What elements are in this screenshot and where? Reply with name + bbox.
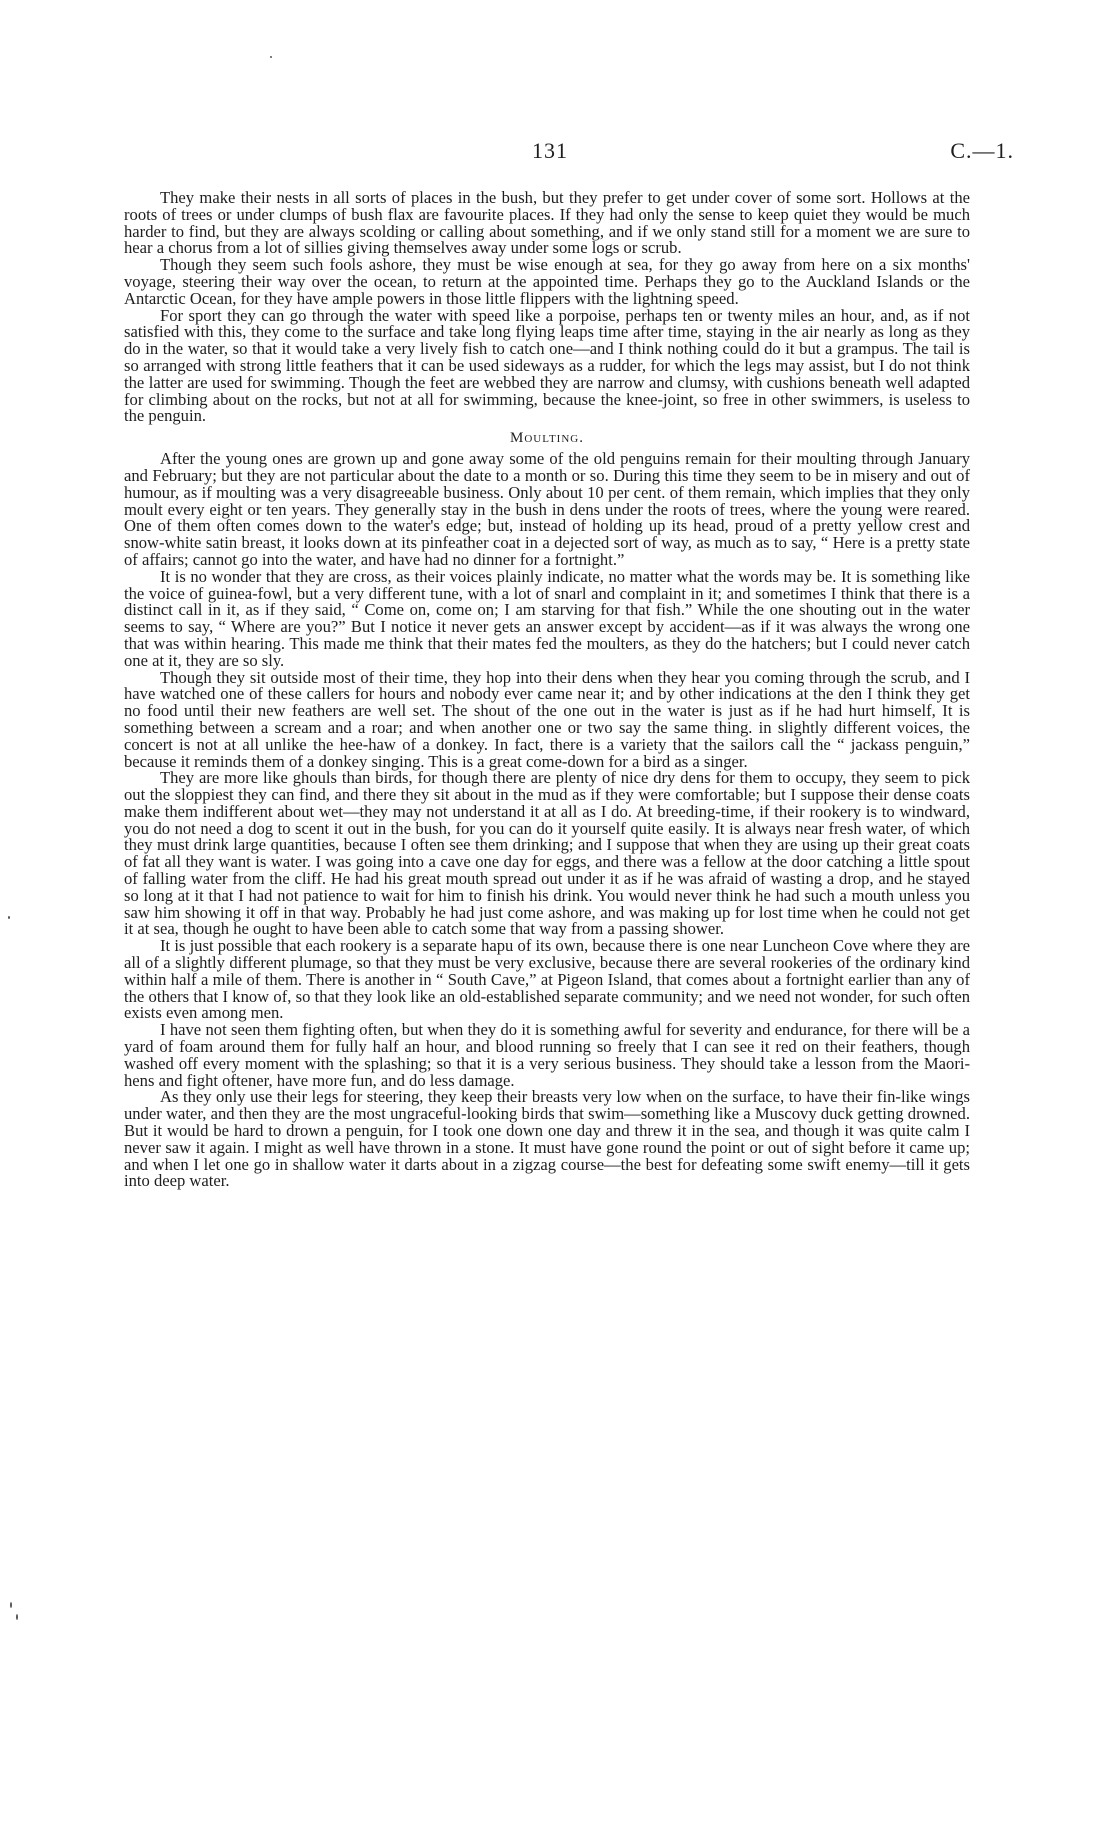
article-body (124, 190, 970, 1190)
paragraph: They make their nests in all sorts of places in the bush, but they prefer to get under cover of some sort. Hollows at the roots of trees or under clumps of bush flax are favourite places. If they had only the sense to keep quiet they would be much harder to find, but they are always scolding or calling about something, and if we only stand still for a moment we are sure to hear a chorus from a lot of sillies giving themselves away under some logs or scrub. (124, 188, 970, 258)
paragraph: It is just possible that each rookery is a separate hapu of its own, because there is one near Luncheon Cove where they are all of a slightly different plumage, so that they must be very exclusive, because there are several rookeries of the ordinary kind within half a mile of them. There is another in “ South Cave,” at Pigeon Island, that comes about a fortnight earlier than any of the others that I know of, so that they look like an old-established separate community; and we need not wonder, for such often exists even among men. (124, 936, 970, 1023)
scan-speck (16, 1614, 18, 1620)
paragraph: After the young ones are grown up and gone away some of the old penguins remain for their moulting through January and February; but they are not particular about the date to a month or so. During this time they seem to be in misery and out of humour, as if moulting was a very disagreeable business. Only about 10 per cent. of them remain, which implies that they only moult every eight or ten years. They generally stay in the bush in dens under the roots of trees, where the young were reared. One of them often comes down to the water's edge; but, instead of holding up its head, proud of a pretty yellow crest and snow-white satin breast, it looks down at its pinfeather coat in a dejected sort of way, as much as to say, “ Here is a pretty state of affairs; cannot go into the water, and have had no dinner for a fortnight.” (124, 449, 970, 569)
document-reference: C.—1. (950, 138, 1014, 163)
paragraph: For sport they can go through the water with speed like a porpoise, perhaps ten or twenty miles an hour, and, as if not satisfied with this, they come to the surface and take long flying leaps time after time, staying in the air nearly as long as they do in the water, so that it would take a very lively fish to catch one—and I think nothing could do it but a grampus. The tail is so arranged with strong little feathers that it can be used sideways as a rudder, for which the legs may assist, but I do not think the latter are used for swimming. Though the feet are webbed they are narrow and clumsy, with cushions beneath well adapted for climbing about on the rocks, but not at all for swimming, because the knee-joint, so free in other swimmers, is useless to the penguin. (124, 305, 970, 426)
paragraph: As they only use their legs for steering, they keep their breasts very low when on the surface, to have their fin-like wings under water, and then they are the most ungraceful-looking birds that swim—something like a Muscovy duck getting drowned. But it would be hard to drown a penguin, for I took one down one day and threw it in the sea, and though it was quite calm I never saw it again. I might as well have thrown in a stone. It must have gone round the point or out of sight before it came up; and when I let one go in shallow water it darts about in a zigzag course—the best for defeating some swift enemy—till it gets into deep water. (124, 1087, 970, 1191)
scan-speck (8, 916, 10, 919)
paragraph: Though they seem such fools ashore, they must be wise enough at sea, for they go away from here on a six months' voyage, steering their way over the ocean, to return at the appointed time. Perhaps they go to the Auckland Islands or the Antarctic Ocean, for they have ample powers in those little flippers with the lightning speed. (124, 255, 970, 308)
paragraph: They are more like ghouls than birds, for though there are plenty of nice dry dens for them to occupy, they seem to pick out the sloppiest they can find, and there they sit about in the mud as if they were comfortable; but I suppose their dense coats make them indifferent about wet—they may not understand it at all as I do. At breeding-time, if their rookery is to windward, you do not need a dog to scent it out in the bush, for you can do it yourself quite easily. It is always near fresh water, of which they must drink large quantities, because I often see them drinking; and I suppose that when they are using up their great coats of fat all they want is water. I was going into a cave one day for eggs, and there was a fellow at the door catching a little spout of falling water from the cliff. He had his great mouth spread out under it as if he was afraid of wasting a drop, and he stayed so long at it that I had not patience to wait for him to finish his drink. You would never think he had such a mouth unless you saw him showing it off in that way. Probably he had just come ashore, and was making up for lost time when he could not get it at sea, though he ought to have been able to catch some that way from a passing shower. (124, 768, 970, 939)
section-heading-moulting: Moulting. (510, 430, 584, 447)
paragraph: I have not seen them fighting often, but when they do it is something awful for severity and endurance, for there will be a yard of foam around them for fully half an hour, and blood running so freely that I can see it red on their feathers, though washed off every moment with the splashing; so that it is a very serious business. They should take a lesson from the Maori-hens and fight oftener, have more fun, and do less damage. (124, 1020, 970, 1090)
paragraph: It is no wonder that they are cross, as their voices plainly indicate, no matter what the words may be. It is something like the voice of guinea-fowl, but a very different tune, with a lot of snarl and complaint in it; and sometimes I think that there is a distinct call in it, as if they said, “ Come on, come on; I am starving for that fish.” While the one shouting out in the water seems to say, “ Where are you?” But I notice it never gets an answer except by accident—as if it was always the wrong one that was within hearing. This made me think that their mates fed the moulters, as they do the hatchers; but I could never catch one at it, they are so sly. (124, 566, 970, 670)
page-number: 131 (532, 138, 568, 163)
paragraph: Though they sit outside most of their time, they hop into their dens when they hear you coming through the scrub, and I have watched one of these callers for hours and nobody ever came near it; and by other indications at the den I think they get no food until their new feathers are well set. The shout of the one out in the water is just as if he had hurt himself, It is something between a scream and a roar; and when another one or two say the same thing. in slightly different voices, the concert is not at all unlike the hee-haw of a donkey. In fact, there is a variety that the sailors call the “ jackass penguin,” because it reminds them of a donkey singing. This is a great come-down for a bird as a singer. (124, 667, 970, 771)
scan-speck (270, 56, 272, 58)
scan-speck (10, 1602, 12, 1608)
